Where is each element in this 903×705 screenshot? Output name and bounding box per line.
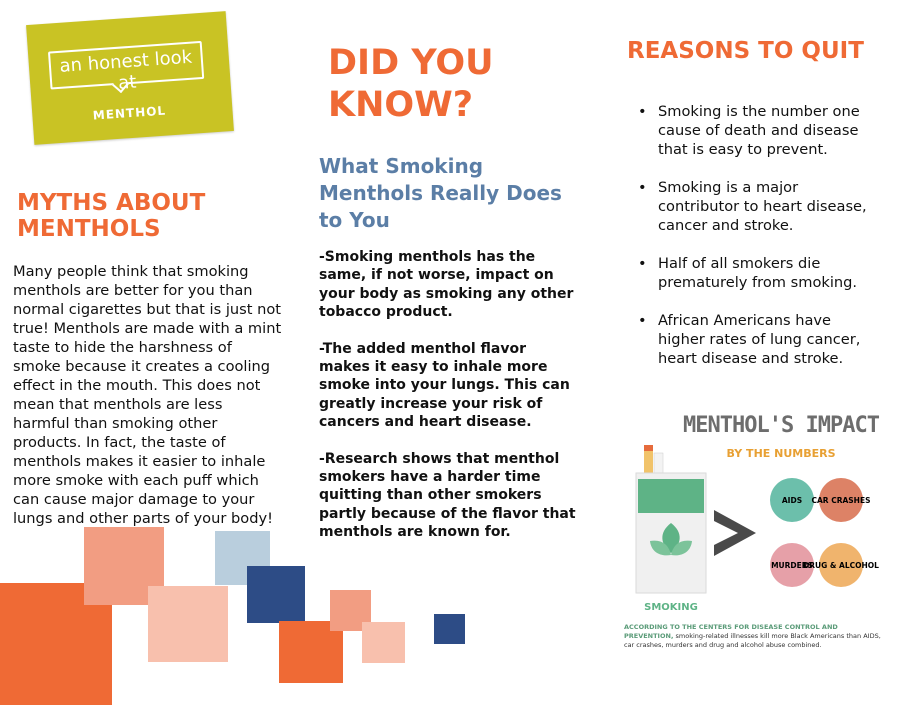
reason-item [638,102,878,159]
reason-text: Smoking is a major contributor to heart disease, cancer and stroke. [658,179,867,234]
footnote-lead: ACCORDING TO THE CENTERS FOR DISEASE CONTROL AND PREVENTION, [624,623,838,640]
cigarette-icon [644,445,663,475]
myths-heading: MYTHS ABOUT MENTHOLS [17,190,206,243]
infographic-title: MENTHOL'S IMPACT [683,413,879,438]
reason-item [638,254,878,292]
cigarette-pack-icon [636,473,706,593]
bullet-icon: • [638,255,647,272]
fact-item: -Smoking menthols has the same, if not worse, impact on your body as smoking any other tobacco product. [319,249,574,321]
reason-text: African Americans have higher rates of lung cancer, heart disease and stroke. [658,312,861,367]
logo-brand: MENTHOL [92,103,167,123]
reason-item [638,311,878,368]
greater-than-icon [714,510,756,556]
fact-item: -Research shows that menthol smokers have a harder time quitting than other smokers partly because of the flavor that menthols are known for. [319,450,576,541]
footnote-rest: smoking-related illnesses kill more Black Americans than AIDS, car crashes, murders and drug and alcohol abuse combined. [624,632,881,649]
reason-text: Half of all smokers die prematurely from smoking. [658,255,858,291]
infographic-footnote [624,623,884,650]
bubble-label: AIDS [781,496,803,505]
bullet-icon: • [638,179,647,196]
decor-square [362,622,405,663]
pack-label: SMOKING [644,602,698,613]
bullet-icon: • [638,312,647,329]
infographic-graphic [616,405,886,620]
reasons-heading: REASONS TO QUIT [627,38,864,64]
menthol-logo-card [26,11,234,145]
smoking-menthols-subheading: What Smoking Menthols Really Does to You [319,154,562,232]
decor-square [148,586,228,662]
bullet-icon: • [638,103,647,120]
bubble-label: MURDERS [771,561,813,570]
facts-list [319,248,581,560]
decor-square [247,566,305,623]
reason-item [638,178,878,235]
logo-tagline: an honest look at [58,46,193,94]
did-you-know-heading: DID YOU KNOW? [328,43,494,125]
reason-text: Smoking is the number one cause of death and disease that is easy to prevent. [658,103,860,158]
menthol-impact-infographic [616,405,886,650]
bubble-label: DRUG & ALCOHOL [803,561,879,570]
bubble-label: CAR CRASHES [811,496,871,505]
reasons-list [638,102,878,387]
infographic-subtitle: BY THE NUMBERS [726,447,836,460]
fact-item: -The added menthol flavor makes it easy to inhale more smoke into your lungs. This can greatly increase your risk of cancers and heart disease. [319,340,570,431]
decor-square [434,614,465,644]
myths-body: Many people think that smoking menthols are better for you than normal cigarettes but that is just not true! Menthols are made with a mint taste to hide the harshness of smoke because it creates a cooling effect in the mouth. This does not mean that menthols are less harmful than smoking other products. In fact, the taste of menthols makes it easier to inhale more smoke with each puff which can cause major damage to your lungs and other parts of your body! [13,263,282,527]
